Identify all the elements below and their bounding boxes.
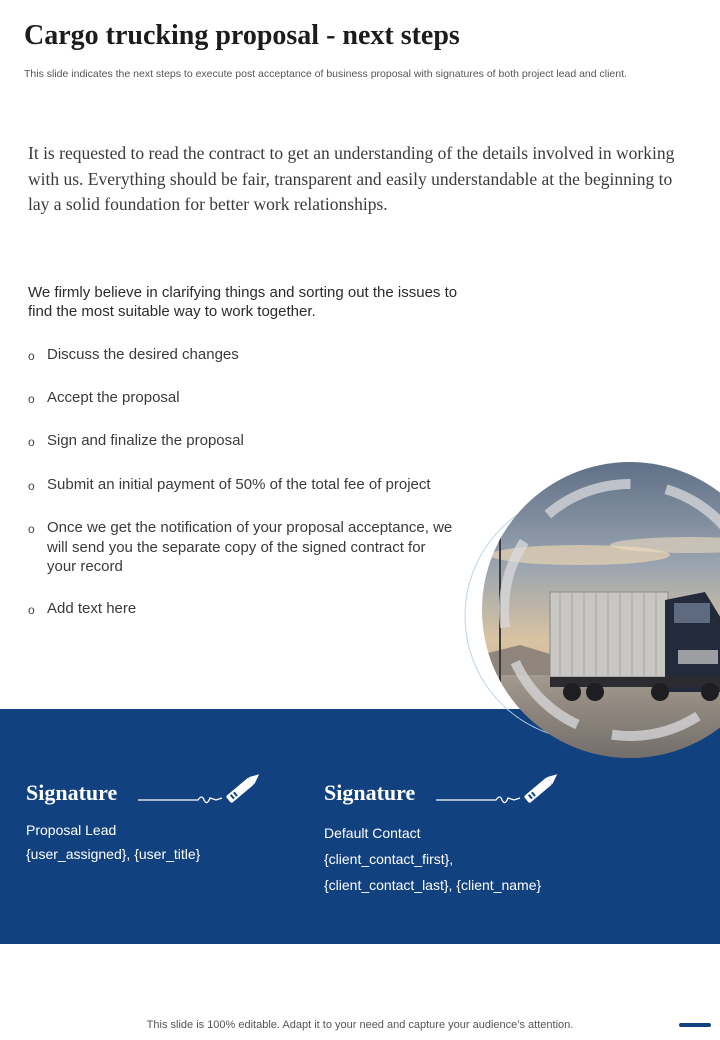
bullet-icon: o (28, 603, 35, 617)
pen-signature-icon (136, 770, 286, 814)
page-subtitle: This slide indicates the next steps to execute post acceptance of business proposal with signatures of both project lead and client. (24, 68, 627, 80)
intro-paragraph: It is requested to read the contract to get an understanding of the details involved in working with us. Everything should be fair, transparent and easily understandable at the beginning to lay a solid foundation for better work relationships. (28, 143, 675, 214)
lead-paragraph: We firmly believe in clarifying things and sorting out the issues to find the most suitable way to work together. (28, 284, 458, 320)
bullet-icon: o (28, 522, 35, 536)
footer-accent-bar (679, 1023, 711, 1027)
signature-role: Default Contact (324, 825, 421, 841)
bullet-icon: o (28, 435, 35, 449)
bullet-icon: o (28, 392, 35, 406)
bullet-icon: o (28, 479, 35, 493)
signature-placeholder: {user_assigned}, {user_title} (26, 846, 201, 862)
step-text: Discuss the desired changes (47, 346, 239, 363)
step-text: Sign and finalize the proposal (47, 432, 244, 449)
bullet-icon: o (28, 349, 35, 363)
signature-placeholder: {client_contact_last}, {client_name} (324, 877, 542, 893)
pen-signature-icon (434, 770, 584, 814)
step-text: Add text here (47, 600, 137, 617)
page-title: Cargo trucking proposal - next steps (24, 20, 460, 51)
truck-photo (460, 460, 720, 760)
step-text: Submit an initial payment of 50% of the total fee of project (47, 476, 431, 493)
signature-title: Signature (324, 780, 416, 805)
signature-placeholder: {client_contact_first}, (324, 851, 454, 867)
footer-note: This slide is 100% editable. Adapt it to your need and capture your audience’s attention. (146, 1019, 574, 1031)
signature-title: Signature (26, 780, 118, 805)
step-text: Once we get the notification of your proposal acceptance, we will send you the separate copy of the signed contract for your record (47, 519, 453, 575)
step-text: Accept the proposal (47, 389, 180, 406)
signature-role: Proposal Lead (26, 822, 117, 838)
